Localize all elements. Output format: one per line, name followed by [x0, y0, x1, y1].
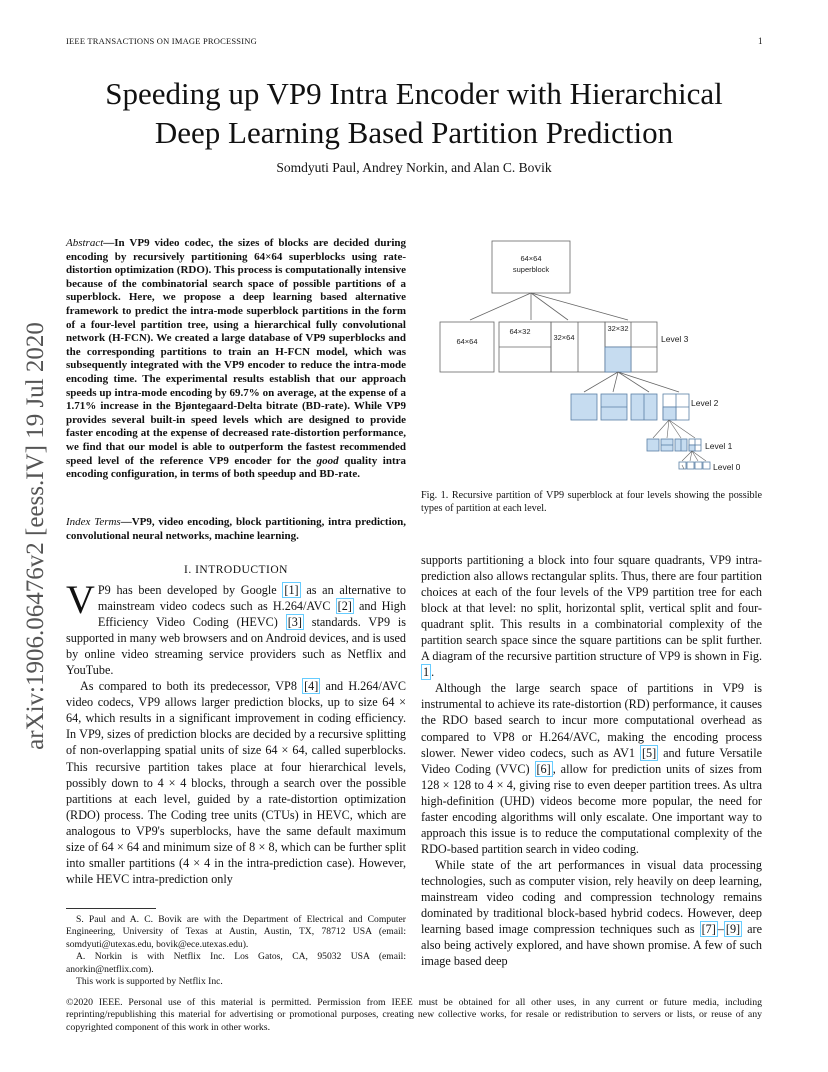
author-list: Somdyuti Paul, Andrey Norkin, and Alan C. Bovik	[276, 160, 552, 175]
footnote: S. Paul and A. C. Bovik are with the Department of Electrical and Computer Engineering, University of Texas at Austin, Austin, TX, 78712 USA (email: somdyuti@utexas.edu, bovik@ece.utexas.edu).	[66, 914, 406, 950]
body-text: –	[717, 922, 724, 937]
arxiv-identifier: arXiv:1906.06476v2 [eess.IV] 19 Jul 2020	[22, 322, 49, 750]
level1-block	[647, 439, 659, 451]
introduction-left-column	[66, 577, 406, 887]
footnote: A. Norkin is with Netflix Inc. Los Gatos, CA, 95032 USA (email: anorkin@netflix.com).	[66, 951, 406, 975]
section-heading: I. INTRODUCTION	[184, 564, 288, 576]
footnote-divider	[66, 908, 156, 909]
intro-text: P9 has been developed by Google	[97, 583, 283, 597]
body-text: While state of the art performances in visual data processing technologies, such as computer vision, rely heavily on deep learning, mainstream video coding and compression technology remains dominated by traditional block-based hybrid codecs. However, deep learning based image compression techniques such as	[421, 857, 762, 937]
vertical-split-label: 32×64	[553, 333, 575, 342]
paper-title	[40, 74, 788, 152]
intro-text: and H.264/AVC video codecs, VP9 allows larger prediction blocks, up to size 64 × 64, which results in a significant improvement in coding efficiency. In VP9, sizes of prediction blocks are decided by a recursive splitting of non-overlapping spatial units of size 64 × 64, called superblocks. This recursive partition takes place at four hierarchical levels, possibly down to 4 × 4 blocks, through a search over the possible partitions at each level, guided by a rate-distortion optimization (RDO) process. The Coding tree units (CTUs) in HEVC, which are analogous to VP9's superblocks, have the same default maximum size of 64 × 64 and minimum size of 8 × 8, which can be further split into smaller partitions (4 × 4 in the intra-prediction case). However, while HEVC intra-prediction only	[66, 679, 406, 886]
abstract-text-end: quality intra encoding configuration, in terms of both speedup and BD-rate.	[66, 454, 406, 481]
copyright-notice: ©2020 IEEE. Personal use of this material is permitted. Permission from IEEE must be obtained for all other uses, in any current or future media, including reprinting/republishing this material for advertising or promotional purposes, creating new collective works, for resale or redistribution to servers or lists, or reuse of any copyrighted component of this work in other works.	[66, 997, 762, 1033]
citation-link[interactable]: [9]	[725, 922, 741, 937]
arxiv-stamp	[14, 296, 54, 776]
level0-block	[695, 462, 702, 469]
figure-link[interactable]: 1	[423, 665, 430, 680]
body-text: and future Versatile Video Coding (VVC)	[421, 745, 762, 776]
intro-text: and High Efficiency Video Coding (HEVC)	[97, 599, 406, 630]
abstract	[66, 237, 406, 482]
body-text: , allow for prediction units of sizes from 128 × 128 to 4 × 4, giving rise to even deeper partition trees. As ultra high-definition (UHD) videos become more popular, the need for faster encoding algorithms will only escalate. One important way to approach this issue is to reduce the computational complexity of the RDO-based partition search in video coding.	[421, 761, 762, 856]
horizontal-split-label: 64×32	[509, 327, 531, 336]
no-split-label: 64×64	[456, 337, 478, 346]
citation-link[interactable]: [4]	[304, 679, 319, 694]
level3-label: Level 3	[661, 334, 689, 344]
body-text: supports partitioning a block into four square quadrants, VP9 intra-prediction also allows rectangular splits. Thus, there are four partition choices at each of the four levels of the VP9 partition tree for each block at that level: no split, horizontal split, vertical split and four-quadrant split. This results in a combinatorial complexity of the partition search space since the square partitions can be split further. A diagram of the recursive partition structure of VP9 is shown in Fig.	[421, 553, 762, 664]
abstract-label: Abstract	[66, 237, 104, 249]
root-label-size: 64×64	[520, 254, 542, 263]
intro-text: As compared to both its predecessor, VP8	[80, 679, 303, 694]
intro-text: as an alternative to mainstream video codecs such as H.264/AVC	[97, 583, 406, 614]
right-paragraph-2	[421, 680, 762, 857]
body-text: Although the large search space of partitions in VP9 is instrumental to achieve its rate-distortion (RD) performance, it causes the RDO based search to incur more computational overhead as compared to VP8 or H.264/AVC, making the encoding process slower. Newer video codecs, such as AV1	[421, 681, 762, 760]
intro-paragraph-2	[66, 678, 406, 887]
citation-link[interactable]: [7]	[701, 922, 716, 937]
index-terms	[66, 516, 406, 543]
title-line-2: Deep Learning Based Partition Prediction	[154, 115, 674, 150]
index-terms-label: Index Terms	[66, 516, 121, 528]
right-paragraph-1	[421, 552, 762, 680]
level1-label: Level 1	[705, 441, 733, 451]
level2-block-none	[571, 394, 597, 420]
footnote: This work is supported by Netflix Inc.	[76, 976, 223, 988]
partition-tree-figure	[421, 236, 762, 486]
level0-label: Level 0	[713, 462, 741, 472]
citation-link[interactable]: [1]	[284, 583, 299, 597]
level2-label: Level 2	[691, 398, 719, 408]
page-number: 1	[758, 36, 763, 46]
level0-block	[687, 462, 694, 469]
journal-header: IEEE TRANSACTIONS ON IMAGE PROCESSING	[66, 36, 257, 46]
root-label-name: superblock	[512, 265, 550, 274]
body-text: .	[431, 665, 435, 680]
citation-link[interactable]: [3]	[287, 615, 302, 630]
drop-cap: V	[66, 577, 95, 622]
quad-split-label: 32×32	[607, 324, 629, 333]
abstract-emphasis: good	[316, 454, 339, 467]
intro-paragraph-1	[66, 577, 406, 678]
citation-link[interactable]: [6]	[536, 761, 551, 776]
figure-caption: Fig. 1. Recursive partition of VP9 superblock at four levels showing the possible types of partition at each level.	[421, 490, 762, 514]
index-terms-text: —VP9, video encoding, block partitioning, intra prediction, convolutional neural networks, machine learning.	[66, 516, 406, 542]
no-split-block	[440, 322, 494, 372]
title-line-1: Speeding up VP9 Intra Encoder with Hierarchical	[105, 76, 723, 111]
body-text: are also being actively explored, and have shown promise. A few of such image based deep	[421, 922, 762, 969]
right-paragraph-3	[421, 857, 762, 969]
intro-text: standards. VP9 is supported in many web browsers and on Android devices, and is used by online video streaming service providers such as Netflix and YouTube.	[66, 615, 406, 678]
right-column-text	[421, 552, 762, 969]
level0-block	[703, 462, 710, 469]
footnotes	[66, 914, 406, 988]
citation-link[interactable]: [2]	[337, 599, 352, 614]
citation-link[interactable]: [5]	[641, 745, 657, 760]
abstract-text: —In VP9 video codec, the sizes of blocks are decided during encoding by recursively partitioning 64×64 superblocks using rate-distortion optimization (RDO). This process is computationally intensive because of the combinatorial search space of possible partitions of a superblock. Here, we propose a deep learning based alternative framework to predict the intra-mode superblock partitions in the form of a four-level partition tree, using a hierarchical fully convolutional network (H-FCN). We created a large database of VP9 superblocks and the corresponding partitions to train an H-FCN model, which was subsequently integrated with the VP9 encoder to reduce the intra-mode encoding time. The experimental results establish that our approach speeds up intra-mode encoding by 69.7% on average, at the expense of a 1.71% increase in the Bjøntegaard-Delta bitrate (BD-rate). While VP9 provides several built-in speed levels which are designed to provide faster encoding at the expense of decreased rate-distortion performance, we find that our model is able to outperform the fastest recommended speed level of the reference VP9 encoder for the	[66, 237, 406, 467]
